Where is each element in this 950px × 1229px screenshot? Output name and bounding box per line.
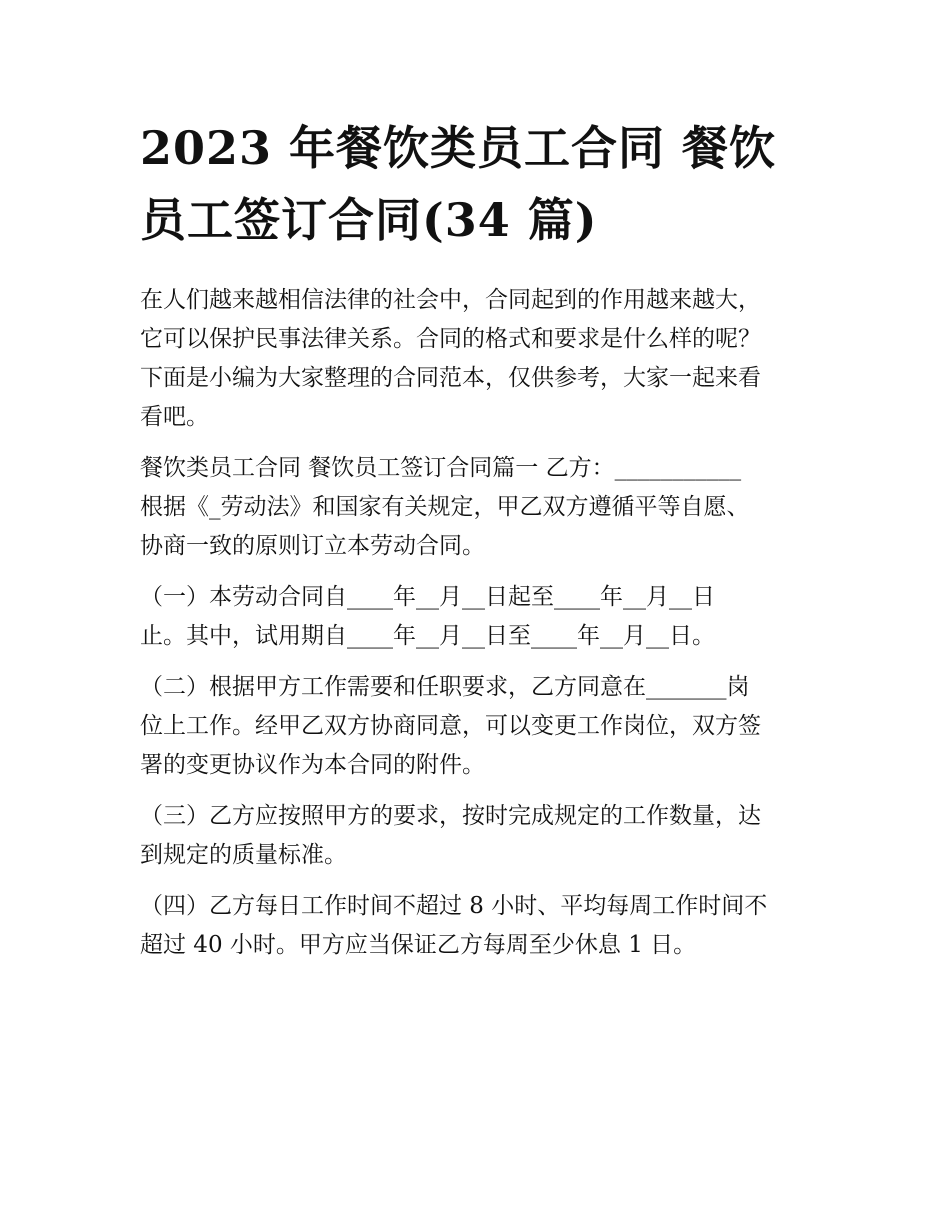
text-line: 在人们越来越相信法律的社会中，合同起到的作用越来越大， — [140, 287, 761, 313]
text-line: 餐饮类员工合同 餐饮员工签订合同篇一 乙方：___________ — [140, 455, 742, 481]
text-line: 下面是小编为大家整理的合同范本，仅供参考，大家一起来看 — [140, 365, 761, 391]
title-line-1: 2023 年餐饮类员工合同 餐饮 — [140, 121, 777, 175]
paragraph-clause-1 — [140, 578, 820, 656]
paragraph-contract-header — [140, 449, 820, 566]
title-line-2: 员工签订合同(34 篇) — [140, 193, 598, 247]
paragraph-clause-4 — [140, 887, 820, 965]
document-title — [140, 112, 820, 256]
text-line: （四）乙方每日工作时间不超过 8 小时、平均每周工作时间不 — [140, 893, 768, 919]
text-line: （三）乙方应按照甲方的要求，按时完成规定的工作数量，达 — [140, 803, 761, 829]
text-line: 根据《_劳动法》和国家有关规定，甲乙双方遵循平等自愿、 — [140, 494, 750, 520]
text-line: 看吧。 — [140, 404, 209, 430]
text-line: 止。其中，试用期自____年__月__日至____年__月__日。 — [140, 623, 715, 649]
paragraph-clause-2 — [140, 668, 820, 785]
text-line: 位上工作。经甲乙双方协商同意，可以变更工作岗位，双方签 — [140, 713, 761, 739]
text-line: 署的变更协议作为本合同的附件。 — [140, 752, 485, 778]
paragraph-clause-3 — [140, 797, 820, 875]
text-line: （一）本劳动合同自____年__月__日起至____年__月__日 — [140, 584, 715, 610]
paragraph-intro — [140, 281, 820, 437]
text-line: 到规定的质量标准。 — [140, 842, 347, 868]
text-line: 它可以保护民事法律关系。合同的格式和要求是什么样的呢？ — [140, 326, 761, 352]
text-line: 超过 40 小时。甲方应当保证乙方每周至少休息 1 日。 — [140, 932, 697, 958]
text-line: 协商一致的原则订立本劳动合同。 — [140, 533, 485, 559]
document-body — [140, 281, 820, 977]
text-line: （二）根据甲方工作需要和任职要求，乙方同意在_______岗 — [140, 674, 750, 700]
